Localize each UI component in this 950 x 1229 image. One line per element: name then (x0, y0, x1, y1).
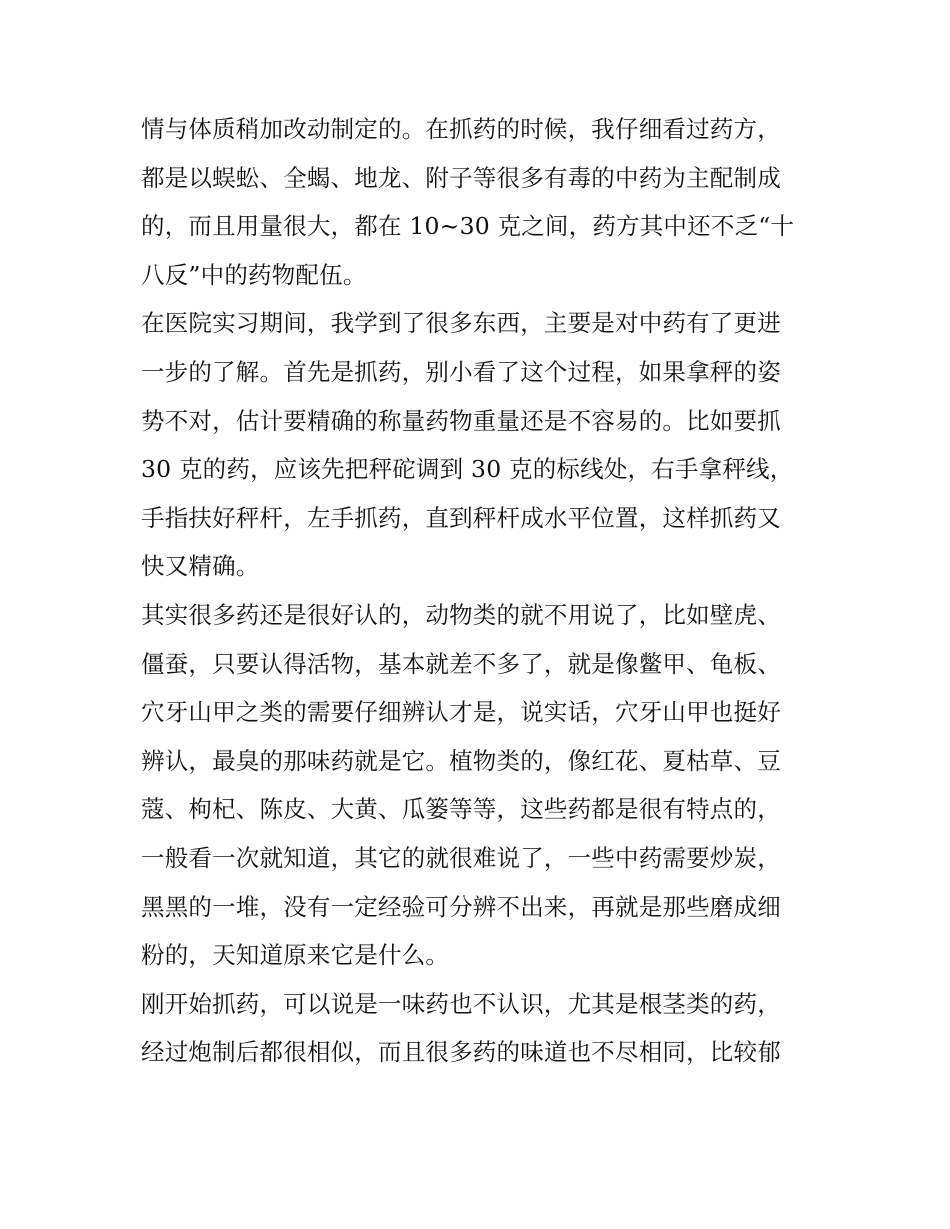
text-line: 僵蚕，只要认得活物，基本就差不多了，就是像鳖甲、龟板、 (141, 649, 781, 678)
text-line: 其实很多药还是很好认的，动物类的就不用说了，比如壁虎、 (141, 600, 781, 629)
text-line: 情与体质稍加改动制定的。在抓药的时候，我仔细看过药方， (141, 115, 781, 143)
body-text (141, 105, 813, 1077)
text-line: 八反”中的药物配伍。 (141, 260, 367, 289)
text-line: 黑黑的一堆，没有一定经验可分辨不出来，再就是那些磨成细 (141, 892, 781, 921)
text-line: 的，而且用量很大，都在 10~30 克之间，药方其中还不乏“十 (141, 212, 795, 241)
text-line: 经过炮制后都很相似，而且很多药的味道也不尽相同，比较郁 (141, 1038, 781, 1067)
text-line: 一般看一次就知道，其它的就很难说了，一些中药需要炒炭， (141, 843, 781, 872)
text-line: 势不对，估计要精确的称量药物重量还是不容易的。比如要抓 (141, 406, 781, 435)
text-line: 快又精确。 (141, 552, 260, 581)
text-line: 刚开始抓药，可以说是一味药也不认识，尤其是根茎类的药， (141, 989, 781, 1018)
text-line: 手指扶好秤杆，左手抓药，直到秤杆成水平位置，这样抓药又 (141, 503, 781, 532)
text-line: 在医院实习期间，我学到了很多东西，主要是对中药有了更进 (141, 309, 781, 338)
text-line: 穴牙山甲之类的需要仔细辨认才是，说实话，穴牙山甲也挺好 (141, 698, 781, 727)
text-line: 辨认，最臭的那味药就是它。植物类的，像红花、夏枯草、豆 (141, 746, 781, 775)
text-line: 一步的了解。首先是抓药，别小看了这个过程，如果拿秤的姿 (141, 357, 781, 386)
text-line: 30 克的药，应该先把秤砣调到 30 克的标线处，右手拿秤线， (141, 455, 794, 484)
text-line: 都是以蜈蚣、全蝎、地龙、附子等很多有毒的中药为主配制成 (141, 163, 781, 192)
text-line: 蔻、枸杞、陈皮、大黄、瓜篓等等，这些药都是很有特点的， (141, 795, 781, 824)
text-line: 粉的，天知道原来它是什么。 (141, 941, 450, 970)
